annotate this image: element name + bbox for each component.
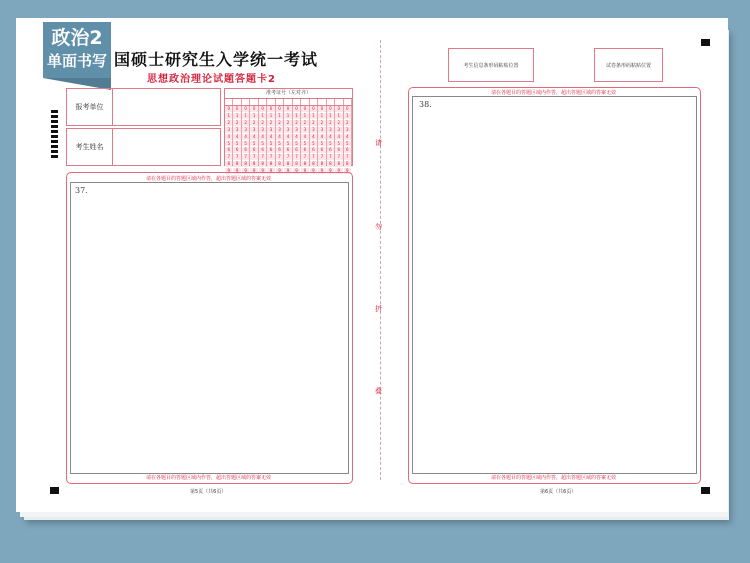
exam-number-bubble[interactable]: 6 (259, 147, 266, 154)
exam-number-bubble[interactable]: 1 (242, 113, 249, 120)
exam-number-bubble[interactable]: 0 (293, 106, 300, 113)
exam-number-bubble[interactable]: 8 (267, 161, 274, 168)
corner-marker-bottom-right (701, 487, 710, 494)
exam-number-bubble[interactable]: 1 (318, 113, 325, 120)
exam-number-bubble[interactable]: 1 (276, 113, 283, 120)
exam-number-column[interactable] (259, 106, 267, 174)
exam-number-bubble[interactable]: 3 (242, 127, 249, 134)
exam-number-bubble[interactable]: 5 (310, 141, 317, 148)
exam-number-bubble[interactable]: 6 (276, 147, 283, 154)
exam-number-bubble[interactable]: 0 (267, 106, 274, 113)
exam-number-column[interactable] (233, 106, 241, 174)
exam-number-bubble[interactable]: 3 (233, 127, 240, 134)
exam-number-bubble[interactable]: 7 (284, 154, 291, 161)
exam-number-bubble[interactable]: 4 (259, 134, 266, 141)
exam-number-bubble[interactable]: 5 (267, 141, 274, 148)
candidate-name-label: 考生姓名 (67, 129, 113, 165)
exam-number-bubble[interactable]: 1 (344, 113, 351, 120)
exam-number-bubble[interactable]: 6 (335, 147, 342, 154)
exam-number-bubble[interactable]: 7 (327, 154, 334, 161)
exam-number-bubble[interactable]: 6 (242, 147, 249, 154)
exam-number-bubble[interactable]: 4 (344, 134, 351, 141)
exam-number-bubble[interactable]: 1 (259, 113, 266, 120)
exam-number-bubble[interactable]: 9 (344, 168, 351, 175)
exam-number-bubble[interactable]: 8 (233, 161, 240, 168)
exam-number-bubble[interactable]: 2 (242, 120, 249, 127)
exam-number-column[interactable] (310, 106, 318, 174)
exam-number-bubble[interactable]: 7 (267, 154, 274, 161)
exam-number-bubble[interactable]: 6 (284, 147, 291, 154)
fold-char-4: 叠 (375, 387, 382, 395)
exam-number-bubble[interactable]: 3 (335, 127, 342, 134)
exam-number-bubble[interactable]: 3 (250, 127, 257, 134)
exam-number-bubble[interactable]: 9 (242, 168, 249, 175)
exam-number-bubble[interactable]: 1 (293, 113, 300, 120)
exam-number-bubble[interactable]: 0 (327, 106, 334, 113)
exam-number-bubble[interactable]: 5 (259, 141, 266, 148)
exam-number-bubble[interactable]: 7 (310, 154, 317, 161)
exam-number-column[interactable] (242, 106, 250, 174)
exam-number-bubble[interactable]: 3 (284, 127, 291, 134)
exam-number-bubble[interactable]: 4 (293, 134, 300, 141)
exam-number-bubble[interactable]: 2 (310, 120, 317, 127)
exam-number-bubble[interactable]: 1 (267, 113, 274, 120)
exam-number-bubble[interactable]: 4 (225, 134, 232, 141)
exam-number-bubble[interactable]: 1 (310, 113, 317, 120)
exam-number-bubble[interactable]: 2 (225, 120, 232, 127)
exam-number-bubble[interactable]: 8 (284, 161, 291, 168)
exam-number-bubble[interactable]: 2 (233, 120, 240, 127)
answer-box-38[interactable] (412, 96, 697, 474)
answer-box-37[interactable] (70, 182, 349, 474)
exam-number-bubble[interactable]: 0 (344, 106, 351, 113)
exam-number-bubble[interactable]: 9 (293, 168, 300, 175)
exam-number-bubble[interactable]: 9 (335, 168, 342, 175)
subject-badge (43, 22, 111, 78)
exam-number-bubble[interactable]: 1 (335, 113, 342, 120)
exam-number-bubble[interactable]: 0 (284, 106, 291, 113)
exam-number-bubble[interactable]: 0 (301, 106, 308, 113)
exam-number-bubble[interactable]: 5 (225, 141, 232, 148)
exam-number-bubble[interactable]: 7 (259, 154, 266, 161)
exam-number-bubble[interactable]: 1 (301, 113, 308, 120)
exam-number-bubble[interactable]: 7 (276, 154, 283, 161)
fold-char-1: 请 (375, 139, 382, 147)
exam-number-bubble[interactable]: 3 (259, 127, 266, 134)
exam-number-bubble[interactable]: 0 (335, 106, 342, 113)
page-footer-right: 第6页（共6页） (540, 489, 577, 495)
exam-number-bubble[interactable]: 5 (242, 141, 249, 148)
exam-number-bubble[interactable]: 5 (233, 141, 240, 148)
exam-number-bubble[interactable]: 9 (284, 168, 291, 175)
exam-number-bubble[interactable]: 9 (327, 168, 334, 175)
exam-number-bubble[interactable]: 8 (250, 161, 257, 168)
exam-number-bubble[interactable]: 8 (293, 161, 300, 168)
exam-number-bubble[interactable]: 6 (327, 147, 334, 154)
exam-number-bubble[interactable]: 4 (310, 134, 317, 141)
corner-marker-top-right (701, 39, 710, 46)
exam-number-bubble[interactable]: 7 (301, 154, 308, 161)
exam-number-column[interactable] (284, 106, 292, 174)
warning-bottom-left: 请在各题目的答题区域内作答，超出答题区域的答案无效 (145, 475, 271, 481)
exam-number-bubble[interactable]: 8 (225, 161, 232, 168)
exam-number-column[interactable] (267, 106, 275, 174)
candidate-name-field[interactable] (66, 128, 221, 166)
warning-bottom-right: 请在各题目的答题区域内作答，超出答题区域的答案无效 (490, 475, 616, 481)
exam-number-bubble[interactable]: 3 (344, 127, 351, 134)
exam-number-bubble[interactable]: 8 (310, 161, 317, 168)
exam-number-bubble[interactable]: 4 (301, 134, 308, 141)
paper-barcode-box[interactable] (594, 48, 663, 82)
fold-char-3: 折 (375, 305, 382, 313)
exam-number-bubble[interactable]: 7 (344, 154, 351, 161)
exam-number-bubble[interactable]: 3 (276, 127, 283, 134)
exam-number-bubble[interactable]: 3 (318, 127, 325, 134)
exam-number-bubble[interactable]: 6 (318, 147, 325, 154)
exam-number-bubble[interactable]: 2 (318, 120, 325, 127)
exam-number-bubble[interactable]: 1 (233, 113, 240, 120)
candidate-barcode-label: 考生信息条形码粘贴位置 (463, 62, 519, 69)
exam-number-bubble[interactable]: 4 (335, 134, 342, 141)
exam-number-bubble[interactable]: 4 (318, 134, 325, 141)
exam-number-bubble[interactable]: 8 (344, 161, 351, 168)
exam-number-bubble[interactable]: 8 (301, 161, 308, 168)
exam-number-bubble[interactable]: 1 (225, 113, 232, 120)
exam-number-bubble[interactable]: 5 (344, 141, 351, 148)
exam-number-bubble[interactable]: 7 (242, 154, 249, 161)
corner-marker-bottom-left (50, 487, 59, 494)
exam-number-bubble[interactable]: 9 (225, 168, 232, 175)
exam-number-bubble[interactable]: 1 (250, 113, 257, 120)
exam-number-bubble[interactable]: 5 (293, 141, 300, 148)
exam-number-bubble[interactable]: 5 (284, 141, 291, 148)
exam-number-bubble[interactable]: 1 (284, 113, 291, 120)
candidate-barcode-box[interactable] (448, 48, 534, 82)
exam-number-bubble[interactable]: 7 (318, 154, 325, 161)
exam-number-bubble[interactable]: 5 (276, 141, 283, 148)
exam-number-bubble[interactable]: 6 (310, 147, 317, 154)
exam-number-bubble[interactable]: 7 (233, 154, 240, 161)
exam-number-grid[interactable] (224, 88, 353, 174)
exam-number-bubble[interactable]: 0 (225, 106, 232, 113)
exam-number-bubble[interactable]: 9 (310, 168, 317, 175)
exam-number-bubble[interactable]: 6 (301, 147, 308, 154)
exam-number-bubble[interactable]: 9 (267, 168, 274, 175)
exam-number-bubble[interactable]: 8 (318, 161, 325, 168)
exam-number-bubble[interactable]: 9 (318, 168, 325, 175)
exam-number-column[interactable] (344, 106, 352, 174)
exam-number-bubble[interactable]: 6 (225, 147, 232, 154)
badge-subject: 政治2 (51, 27, 103, 49)
exam-number-bubble[interactable]: 9 (250, 168, 257, 175)
exam-number-bubble[interactable]: 0 (276, 106, 283, 113)
timing-marks (51, 110, 58, 160)
exam-number-column[interactable] (225, 106, 233, 174)
exam-number-bubble[interactable]: 2 (259, 120, 266, 127)
exam-number-bubble[interactable]: 9 (259, 168, 266, 175)
exam-number-bubble[interactable]: 2 (267, 120, 274, 127)
fold-char-2: 勿 (375, 223, 382, 231)
exam-number-bubble[interactable]: 5 (327, 141, 334, 148)
exam-number-bubble[interactable]: 3 (293, 127, 300, 134)
page-footer-left: 第5页（共6页） (190, 489, 227, 495)
exam-number-column[interactable] (335, 106, 343, 174)
exam-number-bubble[interactable]: 4 (242, 134, 249, 141)
paper-barcode-label: 试卷条形码粘贴位置 (605, 62, 651, 69)
exam-number-bubble[interactable]: 3 (301, 127, 308, 134)
exam-number-bubble[interactable]: 9 (301, 168, 308, 175)
exam-number-header: 准考证号（左对齐） (225, 89, 352, 99)
exam-number-column[interactable] (318, 106, 326, 174)
warning-top-right: 请在各题目的答题区域内作答，超出答题区域的答案无效 (490, 90, 616, 96)
exam-number-bubble[interactable]: 7 (225, 154, 232, 161)
question-number-37: 37. (75, 186, 88, 195)
exam-number-bubble[interactable]: 0 (250, 106, 257, 113)
exam-number-column[interactable] (276, 106, 284, 174)
question-number-38: 38. (419, 100, 432, 109)
exam-number-bubbles[interactable] (225, 106, 352, 174)
exam-number-bubble[interactable]: 0 (242, 106, 249, 113)
exam-number-bubble[interactable]: 3 (267, 127, 274, 134)
exam-number-write-row[interactable] (225, 99, 352, 106)
exam-number-bubble[interactable]: 2 (344, 120, 351, 127)
exam-number-bubble[interactable]: 0 (318, 106, 325, 113)
exam-number-bubble[interactable]: 2 (250, 120, 257, 127)
exam-number-bubble[interactable]: 9 (233, 168, 240, 175)
exam-number-column[interactable] (327, 106, 335, 174)
exam-number-bubble[interactable]: 6 (344, 147, 351, 154)
exam-number-bubble[interactable]: 2 (284, 120, 291, 127)
warning-top-left: 请在各题目的答题区域内作答，超出答题区域的答案无效 (145, 176, 271, 182)
exam-number-bubble[interactable]: 2 (276, 120, 283, 127)
exam-number-bubble[interactable]: 5 (301, 141, 308, 148)
badge-instruction: 单面书写 (46, 52, 107, 70)
exam-number-bubble[interactable]: 8 (259, 161, 266, 168)
exam-number-bubble[interactable]: 8 (327, 161, 334, 168)
exam-number-bubble[interactable]: 1 (327, 113, 334, 120)
exam-number-bubble[interactable]: 6 (267, 147, 274, 154)
exam-number-bubble[interactable]: 6 (293, 147, 300, 154)
exam-number-column[interactable] (293, 106, 301, 174)
fold-line (380, 40, 381, 480)
exam-number-bubble[interactable]: 2 (301, 120, 308, 127)
exam-unit-label: 报考单位 (67, 89, 113, 125)
exam-number-bubble[interactable]: 4 (250, 134, 257, 141)
exam-number-bubble[interactable]: 7 (335, 154, 342, 161)
exam-number-bubble[interactable]: 7 (250, 154, 257, 161)
exam-number-bubble[interactable]: 2 (335, 120, 342, 127)
exam-unit-field[interactable] (66, 88, 221, 126)
exam-number-bubble[interactable]: 0 (259, 106, 266, 113)
exam-number-bubble[interactable]: 5 (335, 141, 342, 148)
exam-number-bubble[interactable]: 9 (276, 168, 283, 175)
exam-number-bubble[interactable]: 4 (284, 134, 291, 141)
exam-number-bubble[interactable]: 5 (318, 141, 325, 148)
exam-number-bubble[interactable]: 3 (327, 127, 334, 134)
exam-number-bubble[interactable]: 8 (335, 161, 342, 168)
exam-number-bubble[interactable]: 0 (233, 106, 240, 113)
exam-number-bubble[interactable]: 6 (250, 147, 257, 154)
exam-number-bubble[interactable]: 8 (242, 161, 249, 168)
exam-number-bubble[interactable]: 3 (225, 127, 232, 134)
exam-number-bubble[interactable]: 7 (293, 154, 300, 161)
exam-number-bubble[interactable]: 6 (233, 147, 240, 154)
exam-number-bubble[interactable]: 3 (310, 127, 317, 134)
exam-number-bubble[interactable]: 4 (327, 134, 334, 141)
exam-number-bubble[interactable]: 4 (267, 134, 274, 141)
exam-number-bubble[interactable]: 2 (293, 120, 300, 127)
exam-number-bubble[interactable]: 2 (327, 120, 334, 127)
exam-number-column[interactable] (301, 106, 309, 174)
exam-number-bubble[interactable]: 8 (276, 161, 283, 168)
exam-number-bubble[interactable]: 0 (310, 106, 317, 113)
exam-number-bubble[interactable]: 4 (233, 134, 240, 141)
exam-number-bubble[interactable]: 5 (250, 141, 257, 148)
sheet-subtitle: 思想政治理论试题答题卡2 (147, 74, 276, 85)
exam-number-bubble[interactable]: 4 (276, 134, 283, 141)
sheet-title: 国硕士研究生入学统一考试 (114, 50, 319, 69)
exam-number-column[interactable] (250, 106, 258, 174)
